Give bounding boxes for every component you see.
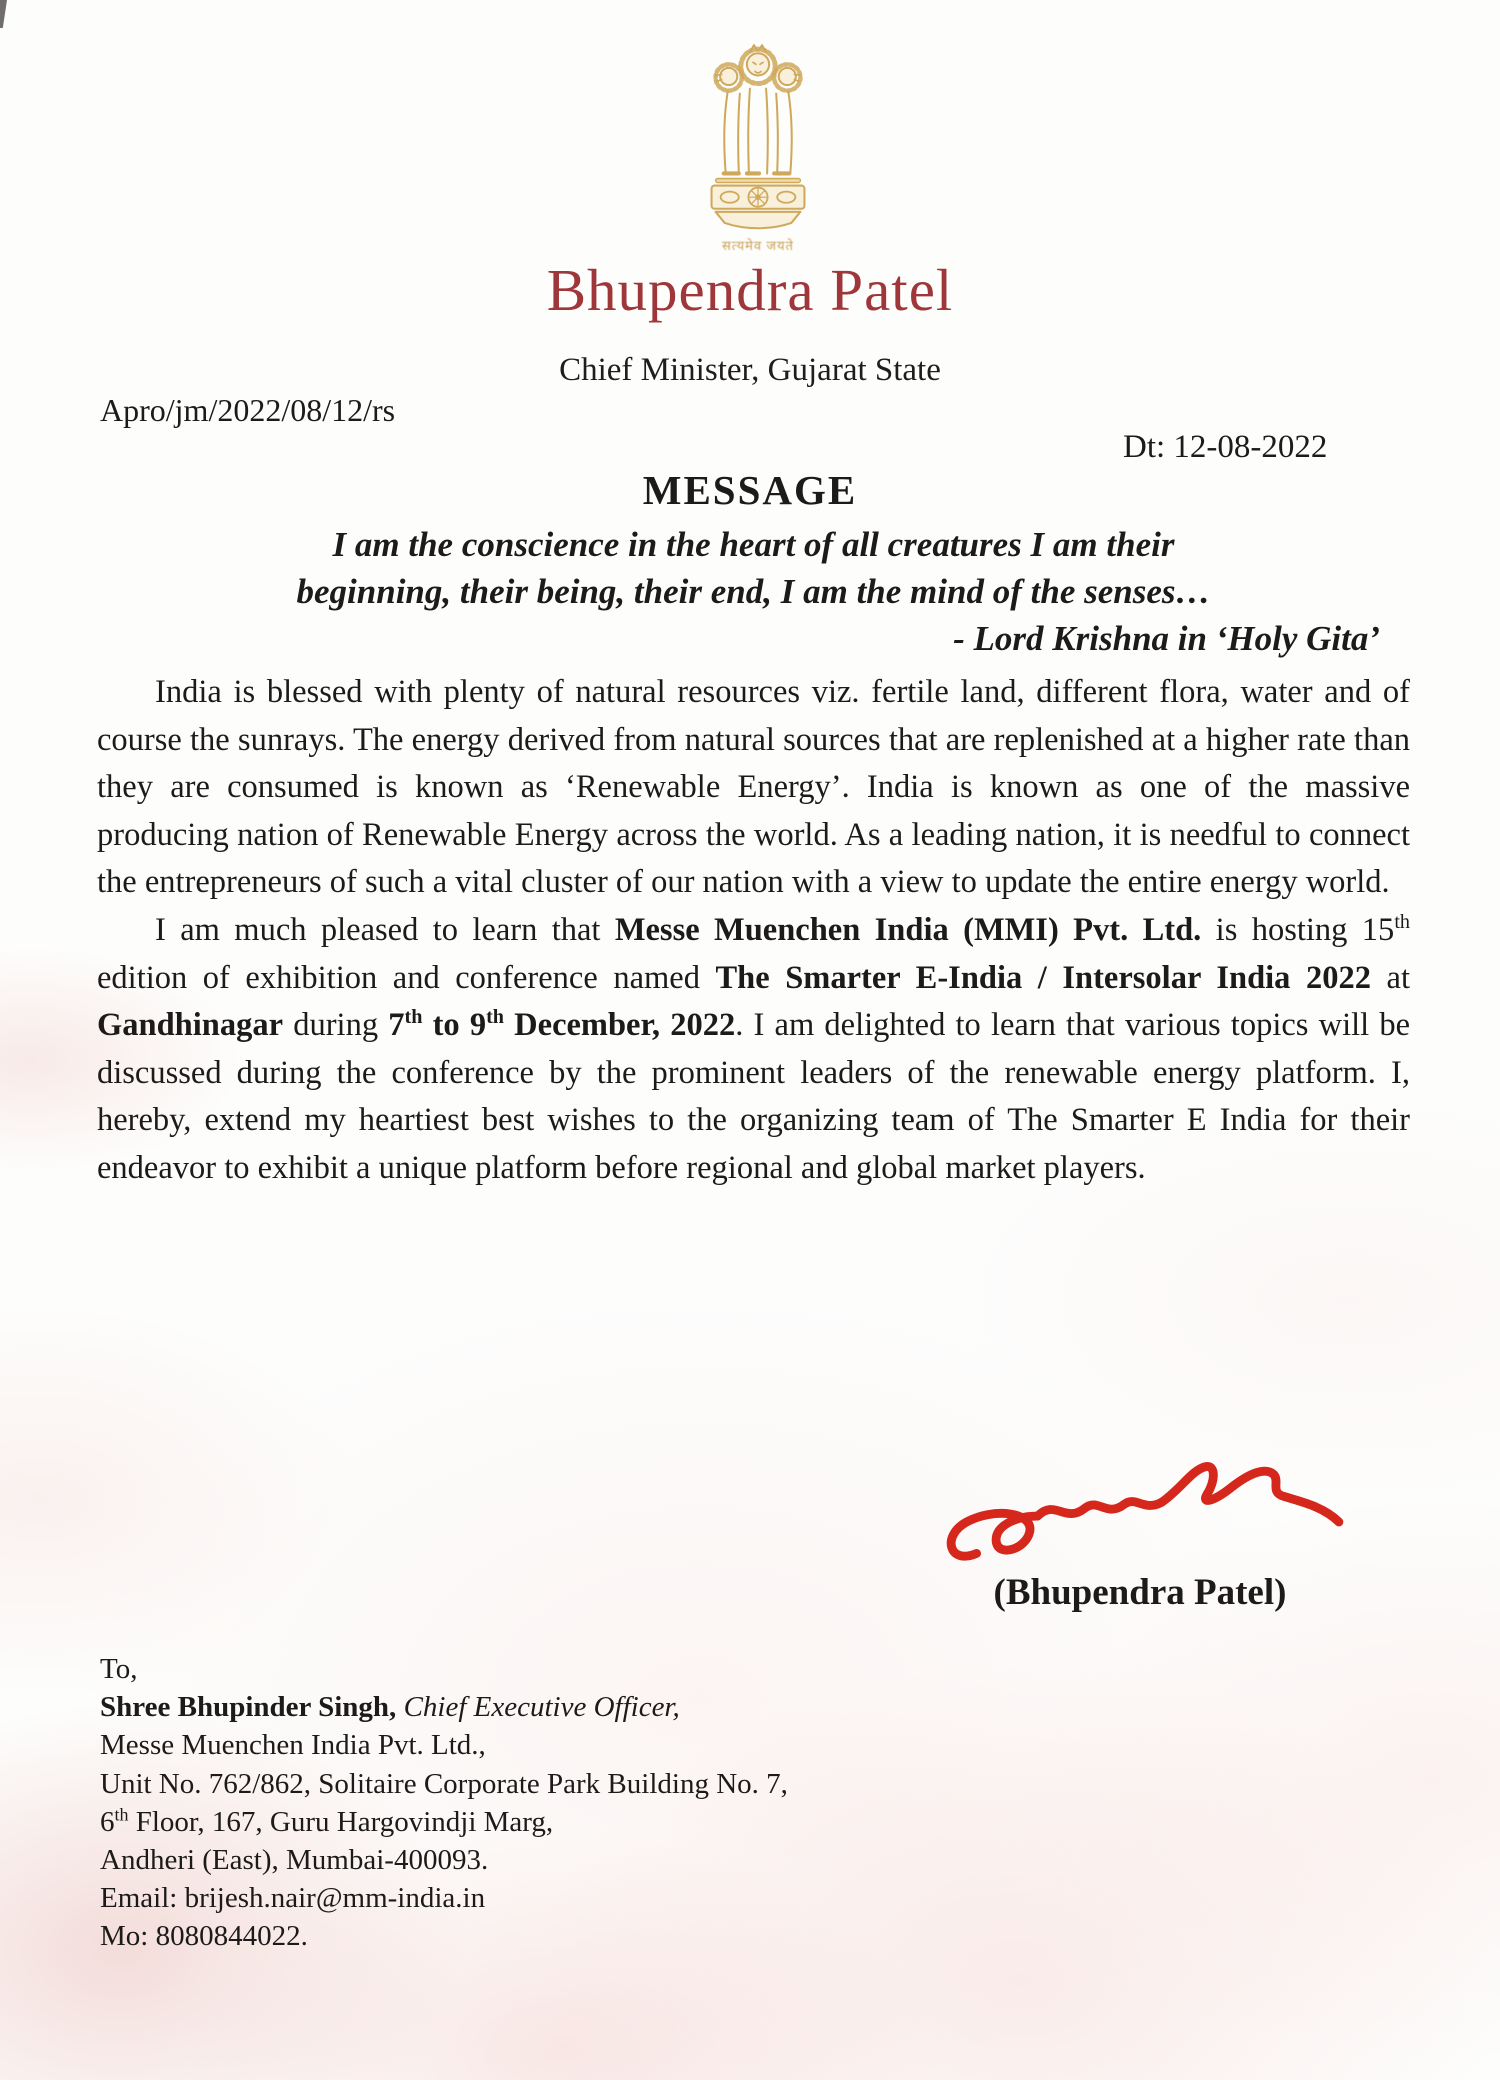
reference-number: Apro/jm/2022/08/12/rs — [100, 392, 396, 428]
recipient-line: Andheri (East), Mumbai-400093. — [100, 1844, 489, 1877]
quote-line-2: beginning, their being, their end, I am the mind of the senses… — [296, 572, 1211, 611]
quote-attribution: - Lord Krishna in ‘Holy Gita’ — [953, 619, 1380, 658]
signature-ink-icon — [930, 1455, 1350, 1583]
date: Dt: 12-08-2022 — [1123, 429, 1328, 465]
emblem-motto: सत्यमेव जयते — [722, 238, 794, 253]
scan-artifact-corner — [0, 0, 7, 28]
recipient-address — [100, 1650, 788, 1956]
body-paragraph-2: I am much pleased to learn that Messe Muenchen India (MMI) Pvt. Ltd. is hosting 15th edition of exhibition and conference named The Smarter E-India / Intersolar India 2022 at Gandhinagar during 7th to 9th December, 2022. I am delighted to learn that various topics will be discussed during the conference by the prominent leaders of the renewable energy platform. I, hereby, extend my heartiest best wishes to the organizing team of The Smarter E India for their endeavor to exhibit a unique platform before regional and global market players. — [97, 911, 1411, 1186]
recipient-line: Messe Muenchen India Pvt. Ltd., — [100, 1729, 486, 1762]
signatory-name: (Bhupendra Patel) — [993, 1572, 1287, 1613]
recipient-line: To, — [100, 1653, 138, 1685]
quote-line-1: I am the conscience in the heart of all creatures I am their — [332, 525, 1175, 564]
recipient-line: Unit No. 762/862, Solitaire Corporate Park Building No. 7, — [100, 1767, 788, 1800]
letter-body — [97, 669, 1410, 1193]
recipient-line: Email: brijesh.nair@mm-india.in — [100, 1882, 486, 1915]
signature-block — [930, 1455, 1350, 1614]
recipient-line: Mo: 8080844022. — [100, 1920, 308, 1953]
body-paragraph-1: India is blessed with plenty of natural resources viz. fertile land, different flora, water and of course the sunrays. The energy derived from natural sources that are replenished at a higher rate than they are consumed is known as ‘Renewable Energy’. India is known as one of the massive producing nation of Renewable Energy across the world. As a leading nation, it is needful to connect the entrepreneurs of such a vital cluster of our nation with a view to update the entire energy world. — [97, 674, 1410, 901]
page-title-cm-name: Bhupendra Patel — [546, 257, 954, 323]
recipient-line: 6th Floor, 167, Guru Hargovindji Marg, — [100, 1804, 554, 1838]
lion-capital-icon — [697, 30, 819, 230]
gita-quote — [97, 521, 1410, 662]
recipient-line: Shree Bhupinder Singh, Chief Executive Officer, — [100, 1691, 680, 1724]
message-heading: MESSAGE — [642, 467, 858, 513]
cm-designation: Chief Minister, Gujarat State — [559, 352, 941, 388]
national-emblem — [697, 30, 819, 254]
